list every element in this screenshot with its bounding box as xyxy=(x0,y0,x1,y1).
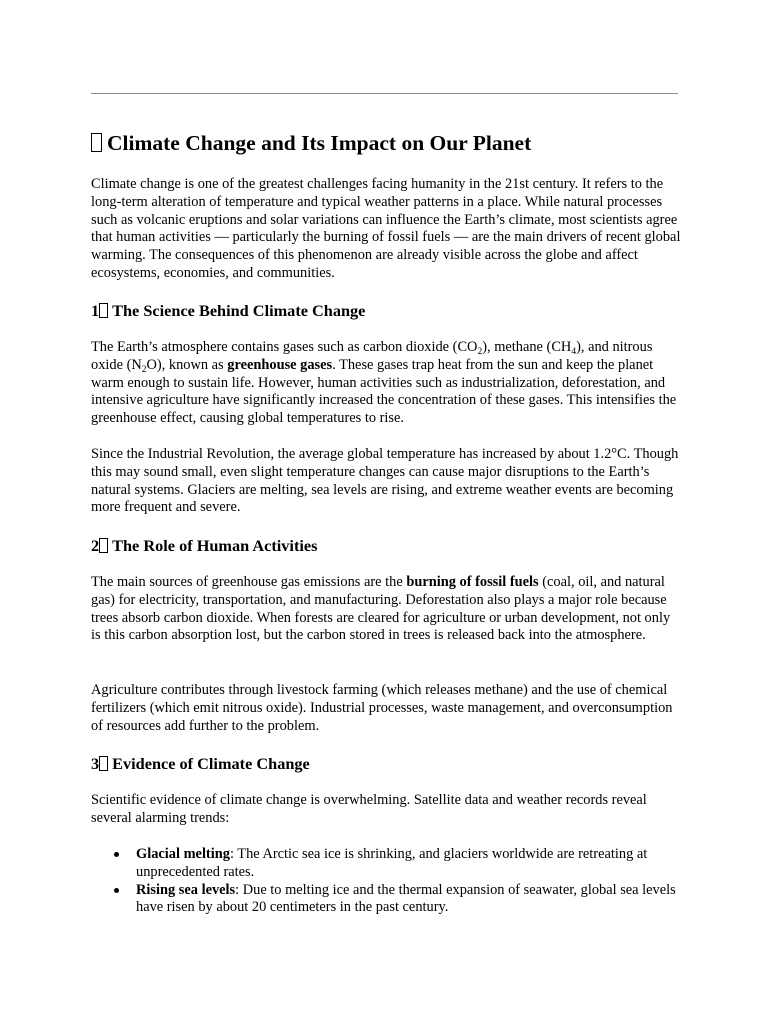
bullet-icon xyxy=(114,888,119,893)
section-2-paragraph-2: Agriculture contributes through livestock farming (which releases methane) and the use of chemical fertilizers (which emit nitrous oxide). Industrial processes, waste management, and overconsumption of resources add further to the problem. xyxy=(91,682,673,734)
evidence-list xyxy=(91,846,681,917)
horizontal-rule xyxy=(91,93,678,94)
subscript: 2 xyxy=(477,347,483,357)
section-heading-text: The Role of Human Activities xyxy=(112,536,318,555)
section-number: 3 xyxy=(91,754,100,773)
document-title-text: Climate Change and Its Impact on Our Planet xyxy=(107,131,532,155)
section-number: 1 xyxy=(91,301,100,320)
section-2-paragraph-1: The main sources of greenhouse gas emissions are the burning of fossil fuels (coal, oil, and natural gas) for electricity, transportation, and manufacturing. Deforestation also plays a major role because trees absorb carbon dioxide. When forests are cleared for agriculture or urban development, not only is this carbon absorption lost, but the carbon stored in trees is released back into the atmosphere. xyxy=(91,574,671,644)
subscript: 2 xyxy=(141,364,147,375)
bold-term: burning of fossil fuels xyxy=(406,574,539,590)
section-1-paragraph-2: Since the Industrial Revolution, the average global temperature has increased by about 1.2°C. Though this may sound small, even slight temperature changes can cause major disruptions to the Earth’s natural systems. Glaciers are melting, sea levels are rising, and extreme weather events are becoming more frequent and severe. xyxy=(91,446,679,516)
intro-paragraph: Climate change is one of the greatest challenges facing humanity in the 21st century. It refers to the long-term alteration of temperature and typical weather patterns in a place. While natural processes such as volcanic eruptions and solar variations can influence the Earth’s climate, most scientists agree that human activities — particularly the burning of fossil fuels — are the main drivers of recent global warming. The consequences of this phenomenon are already visible across the globe and affect ecosystems, economies, and communities. xyxy=(91,176,681,281)
missing-glyph-icon xyxy=(99,756,108,771)
bold-term: greenhouse gases xyxy=(227,356,333,373)
section-heading-text: The Science Behind Climate Change xyxy=(112,301,366,320)
section-1-heading xyxy=(91,300,365,322)
missing-glyph-icon xyxy=(91,133,102,152)
document-title xyxy=(91,128,531,158)
list-item: Rising sea levels: Due to melting ice and the thermal expansion of seawater, global sea levels have risen by about 20 centimeters in the past century. xyxy=(91,882,681,918)
section-1-paragraph-1: The Earth’s atmosphere contains gases such as carbon dioxide $(CO_2)$, methane $(CH_4)$, and nitrous oxide $(N_2O)$, known as greenhouse gases. These gases trap heat from the sun and keep the planet warm enough to sustain life. However, human activities such as industrialization, deforestation, and intensive agriculture have significantly increased the concentration of these gases. This intensifies the greenhouse effect, causing global temperatures to rise. xyxy=(91,339,677,427)
missing-glyph-icon xyxy=(99,303,108,318)
bold-term: Glacial melting xyxy=(136,846,230,862)
bold-term: Rising sea levels xyxy=(136,881,236,898)
section-2-heading xyxy=(91,535,317,557)
missing-glyph-icon xyxy=(99,538,108,553)
section-heading-text: Evidence of Climate Change xyxy=(112,754,310,773)
section-3-paragraph-1: Scientific evidence of climate change is overwhelming. Satellite data and weather records reveal several alarming trends: xyxy=(91,792,647,826)
section-number: 2 xyxy=(91,536,100,555)
section-3-heading xyxy=(91,753,310,775)
bullet-icon xyxy=(114,852,119,857)
subscript: 4 xyxy=(571,347,577,357)
list-item: Glacial melting: The Arctic sea ice is shrinking, and glaciers worldwide are retreating at unprecedented rates. xyxy=(91,846,681,882)
